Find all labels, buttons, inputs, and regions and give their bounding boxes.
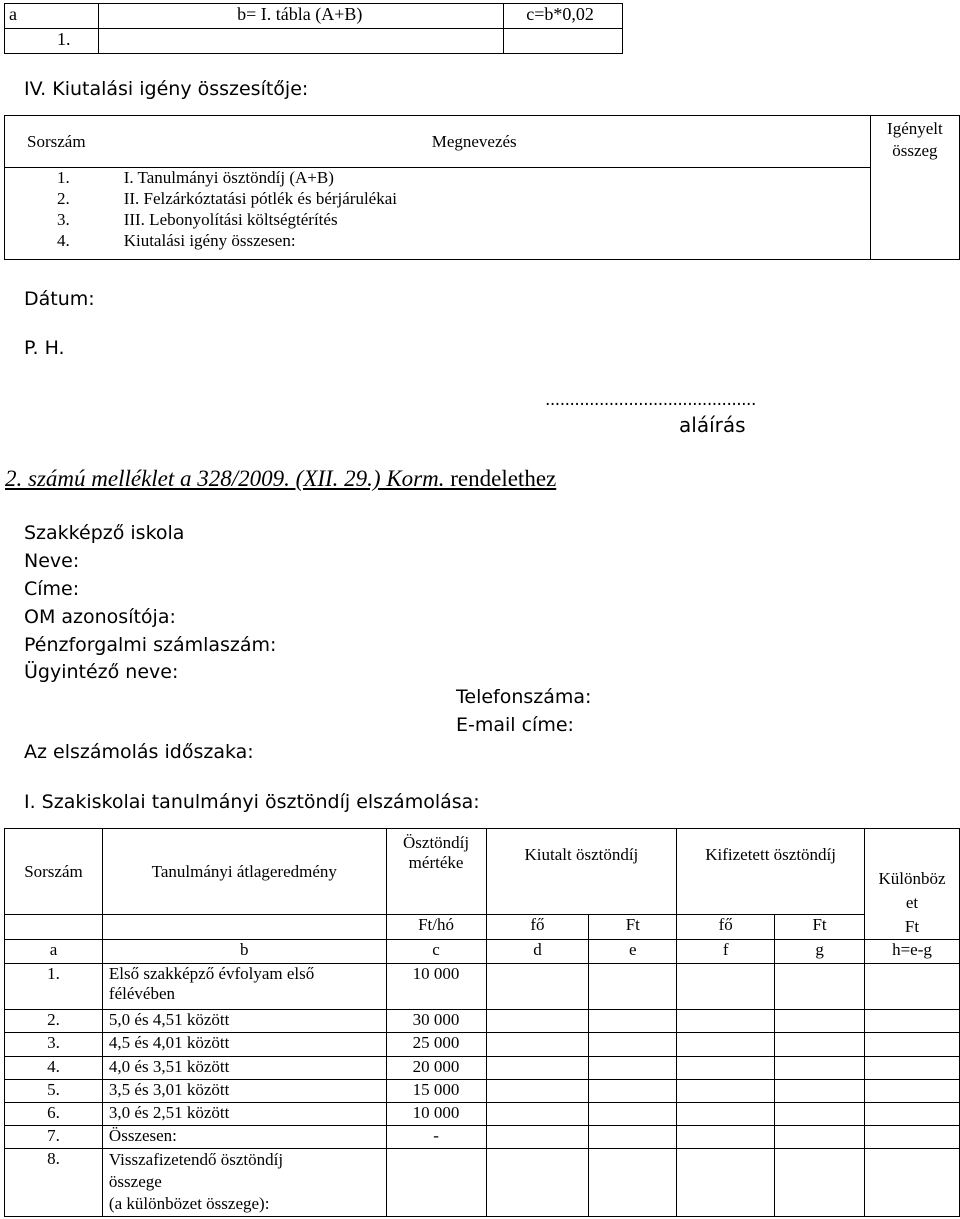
row-amount: 25 000: [386, 1033, 486, 1056]
row-cell-g: [775, 964, 865, 1010]
row-cell-f: [677, 964, 775, 1010]
main-unit-empty-a: [5, 915, 103, 940]
row-amount: 10 000: [386, 964, 486, 1010]
letter-a: a: [5, 940, 103, 964]
row-num: 8.: [5, 1148, 103, 1216]
row-cell-f: [677, 1148, 775, 1216]
sum-header-igenyelt-line2: összeg: [892, 141, 938, 160]
main-unit-empty-b: [102, 915, 386, 940]
row-cell-e: [589, 1010, 677, 1033]
row-amount: 30 000: [386, 1010, 486, 1033]
main-header-sorszam: Sorszám: [5, 829, 103, 915]
school-email-label: E-mail címe:: [456, 714, 574, 736]
row-label-line1: 5,0 és 4,51 között: [102, 1010, 386, 1033]
sum-row: [5, 231, 960, 259]
main-unit-d: fő: [486, 915, 589, 940]
letter-d: d: [486, 940, 589, 964]
stamp-label: P. H.: [24, 337, 65, 359]
sum-row-num: 1.: [5, 168, 114, 189]
school-title: Szakképző iskola: [24, 522, 185, 544]
summary-table: [4, 115, 960, 260]
main-header-kulonbozet-line2: et: [905, 893, 919, 912]
sum-row-label: III. Lebonyolítási költségtérítés: [114, 210, 871, 231]
row-cell-g: [775, 1079, 865, 1102]
table-row: [5, 1079, 960, 1102]
row-cell-h: [865, 1056, 960, 1079]
row-cell-g: [775, 1010, 865, 1033]
sum-row-label: I. Tanulmányi ösztöndíj (A+B): [114, 168, 871, 189]
row-label-line1: 3,5 és 3,01 között: [102, 1079, 386, 1102]
letter-g: g: [775, 940, 865, 964]
row-num: 1.: [5, 964, 103, 1010]
table-row: [5, 964, 960, 1010]
table-row: [5, 1125, 960, 1148]
letter-e: e: [589, 940, 677, 964]
sum-row-label: Kiutalási igény összesen:: [114, 231, 871, 259]
row-cell-f: [677, 1102, 775, 1125]
school-period-label: Az elszámolás időszaka:: [24, 741, 254, 763]
main-header-kifizetett: Kifizetett ösztöndíj: [677, 829, 865, 915]
row-cell-d: [486, 1079, 589, 1102]
main-header-kiutalt: Kiutalt ösztöndíj: [486, 829, 677, 915]
row-cell-g: [775, 1102, 865, 1125]
row-cell-d: [486, 964, 589, 1010]
row-cell-d: [486, 1010, 589, 1033]
top-row1-b: [99, 29, 504, 54]
table-row: [5, 1033, 960, 1056]
row-label-line1: 4,5 és 4,01 között: [102, 1033, 386, 1056]
top-col-b: b= I. tábla (A+B): [99, 4, 504, 29]
row-cell-e: [589, 1079, 677, 1102]
row-cell-f: [677, 1056, 775, 1079]
row-cell-g: [775, 1125, 865, 1148]
school-admin-label: Ügyintéző neve:: [24, 661, 179, 683]
row-label-line1: Összesen:: [102, 1125, 386, 1148]
row-label-line2: összege: [108, 1171, 162, 1191]
row-label-line2: félévében: [108, 984, 175, 1004]
sum-row-num: 4.: [5, 231, 114, 259]
row-cell-f: [677, 1010, 775, 1033]
main-unit-c: Ft/hó: [386, 915, 486, 940]
top-row1-c: [504, 29, 623, 54]
row-num: 6.: [5, 1102, 103, 1125]
row-cell-d: [486, 1056, 589, 1079]
sum-header-igenyelt-line1: Igényelt: [887, 119, 943, 138]
main-header-kulonbozet: [865, 829, 960, 940]
letters-row: [5, 940, 960, 964]
table-row: [5, 1102, 960, 1125]
annex-title: [5, 466, 556, 492]
letter-c: c: [386, 940, 486, 964]
row-label: [102, 1148, 386, 1216]
row-cell-f: [677, 1033, 775, 1056]
sum-row-num: 2.: [5, 189, 114, 210]
row-cell-h: [865, 1148, 960, 1216]
table-row: [5, 1056, 960, 1079]
row-cell-e: [589, 1033, 677, 1056]
sum-header-igenyelt: [870, 116, 959, 260]
row-cell-e: [589, 1056, 677, 1079]
letter-b: b: [102, 940, 386, 964]
row-cell-h: [865, 1033, 960, 1056]
row-cell-h: [865, 1125, 960, 1148]
top-col-c: c=b*0,02: [504, 4, 623, 29]
row-label: [102, 964, 386, 1010]
school-phone-label: Telefonszáma:: [456, 686, 592, 708]
row-amount: -: [386, 1125, 486, 1148]
table-row: [5, 1010, 960, 1033]
row-num: 7.: [5, 1125, 103, 1148]
row-label-line1: Első szakképző évfolyam első: [108, 964, 315, 984]
sum-row: [5, 189, 960, 210]
annex-title-normal: rendelethez: [444, 466, 557, 491]
row-cell-e: [589, 1125, 677, 1148]
signature-dots: ...........................................: [545, 390, 756, 410]
row-cell-e: [589, 964, 677, 1010]
school-name-label: Neve:: [24, 550, 80, 572]
row-label-line1: 3,0 és 2,51 között: [102, 1102, 386, 1125]
school-address-label: Címe:: [24, 578, 80, 600]
main-header-atlag: Tanulmányi átlageredmény: [102, 829, 386, 915]
signature-label: aláírás: [679, 413, 746, 437]
row-cell-h: [865, 1010, 960, 1033]
row-label-line1: Visszafizetendő ösztöndíj: [108, 1149, 284, 1169]
row-cell-d: [486, 1125, 589, 1148]
row-cell-h: [865, 1079, 960, 1102]
row-amount: 20 000: [386, 1056, 486, 1079]
row-cell-h: [865, 1102, 960, 1125]
row-cell-d: [486, 1102, 589, 1125]
top-col-a: a: [5, 4, 99, 29]
top-table: [4, 3, 623, 54]
row-cell-f: [677, 1079, 775, 1102]
row-cell-e: [589, 1102, 677, 1125]
section-i-title: I. Szakiskolai tanulmányi ösztöndíj elszámolása:: [24, 791, 480, 813]
row-label-line1: 4,0 és 3,51 között: [102, 1056, 386, 1079]
row-amount: 10 000: [386, 1102, 486, 1125]
row-cell-d: [486, 1033, 589, 1056]
letter-f: f: [677, 940, 775, 964]
sum-header-megnevezes: Megnevezés: [114, 116, 871, 168]
sum-row-label: II. Felzárkóztatási pótlék és bérjárulékai: [114, 189, 871, 210]
row-num: 4.: [5, 1056, 103, 1079]
row-amount: [386, 1148, 486, 1216]
main-header-mertek: [386, 829, 486, 915]
sum-row-num: 3.: [5, 210, 114, 231]
school-account-label: Pénzforgalmi számlaszám:: [24, 634, 277, 656]
row-amount: 15 000: [386, 1079, 486, 1102]
sum-row: [5, 168, 960, 189]
school-om-label: OM azonosítója:: [24, 606, 176, 628]
sum-header-sorszam: Sorszám: [5, 116, 114, 168]
row-cell-g: [775, 1056, 865, 1079]
main-unit-g: Ft: [775, 915, 865, 940]
main-header-mertek-line2: mértéke: [408, 853, 464, 872]
section-iv-title: IV. Kiutalási igény összesítője:: [24, 78, 309, 100]
settlement-table: [4, 828, 960, 1217]
main-unit-h: Ft: [904, 917, 920, 936]
row-label-line3: (a különbözet összege):: [108, 1193, 270, 1213]
row-num: 3.: [5, 1033, 103, 1056]
main-header-mertek-line1: Ösztöndíj: [403, 833, 470, 852]
row-cell-f: [677, 1125, 775, 1148]
main-unit-f: fő: [677, 915, 775, 940]
row-num: 5.: [5, 1079, 103, 1102]
letter-h: h=e-g: [865, 940, 960, 964]
row-cell-d: [486, 1148, 589, 1216]
row-cell-e: [589, 1148, 677, 1216]
top-row1-num: 1.: [5, 29, 99, 54]
main-header-kulonbozet-line1: Különböz: [878, 869, 946, 888]
main-unit-e: Ft: [589, 915, 677, 940]
row-cell-h: [865, 964, 960, 1010]
row-num: 2.: [5, 1010, 103, 1033]
annex-title-italic: 2. számú melléklet a 328/2009. (XII. 29.) Korm.: [5, 466, 445, 491]
row-cell-g: [775, 1148, 865, 1216]
date-label: Dátum:: [24, 288, 95, 310]
row-cell-g: [775, 1033, 865, 1056]
table-row: [5, 1148, 960, 1216]
sum-row: [5, 210, 960, 231]
